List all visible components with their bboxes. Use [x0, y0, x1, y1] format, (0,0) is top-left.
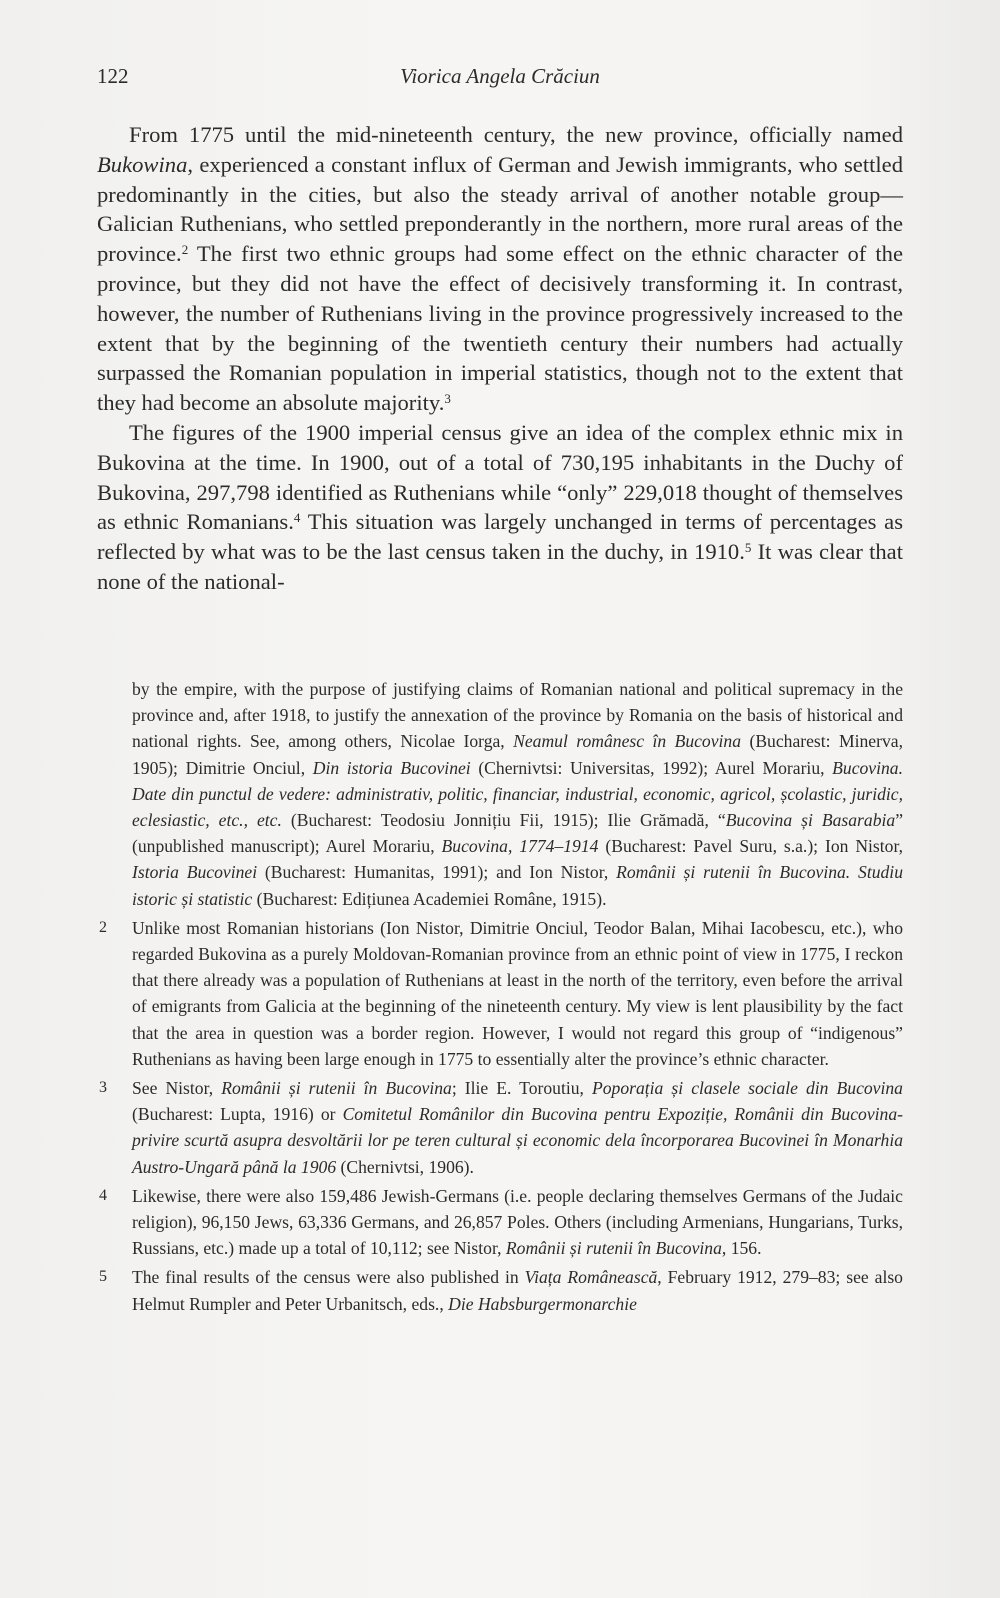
footnote-ref-4[interactable]: 4 [293, 510, 301, 526]
footnote-ref-5[interactable]: 5 [744, 540, 752, 556]
footnote-2: 2 Unlike most Romanian historians (Ion Nistor, Dimitrie Onciul, Teodor Balan, Mihai Iacobescu, etc.), who regarded Bukovina as a purely Moldovan-Romanian province from an ethnic point of view in 1775, I reckon that there already was a population of Ruthenians at least in the north of the territory, even before the arrival of emigrants from Galicia at the beginning of the nineteenth century. My view is lent plausibility by the fact that the area in question was a border region. However, I would not regard this group of “indigenous” Ruthenians as having been large enough in 1775 to essentially alter the province’s ethnic character. [97, 915, 903, 1072]
footnote-4: 4 Likewise, there were also 159,486 Jewish-Germans (i.e. people declaring themselves Germans of the Judaic religion), 96,150 Jews, 63,336 Germans, and 26,857 Poles. Others (including Armenians, Hungarians, Turks, Russians, etc.) made up a total of 10,112; see Nistor, Românii și rutenii în Bucovina, 156. [97, 1183, 903, 1262]
footnote-ref-3[interactable]: 3 [444, 391, 451, 407]
footnotes [97, 676, 903, 1320]
main-text [97, 120, 903, 597]
page-number: 122 [97, 64, 129, 88]
footnote-5: 5 The final results of the census were also published in Viața Românească, February 1912, 279–83; see also Helmut Rumpler and Peter Urbanitsch, eds., Die Habsburgermonarchie [97, 1264, 903, 1316]
footnote-1-continuation: by the empire, with the purpose of justifying claims of Romanian national and political supremacy in the province and, after 1918, to justify the annexation of the province by Romania on the basis of historical and national rights. See, among others, Nicolae Iorga, Neamul românesc în Bucovina (Bucharest: Minerva, 1905); Dimitrie Onciul, Din istoria Bucovinei (Chernivtsi: Universitas, 1992); Aurel Morariu, Bucovina. Date din punctul de vedere: administrativ, politic, financiar, industrial, economic, agricol, școlastic, juridic, eclesiastic, etc., etc. (Bucharest: Teodosiu Jonnițiu Fii, 1915); Ilie Grămadă, “Bucovina și Basarabia” (unpublished manuscript); Aurel Morariu, Bucovina, 1774–1914 (Bucharest: Pavel Suru, s.a.); Ion Nistor, Istoria Bucovinei (Bucharest: Humanitas, 1991); and Ion Nistor, Românii și rutenii în Bucovina. Studiu istoric și statistic (Bucharest: Edițiunea Academiei Române, 1915). [132, 679, 903, 909]
footnote-3: 3 See Nistor, Românii și rutenii în Bucovina; Ilie E. Toroutiu, Poporația și clasele sociale din Bucovina (Bucharest: Lupta, 1916) or Comitetul Românilor din Bucovina pentru Expoziție, Românii din Bucovina-privire scurtă asupra desvoltării lor pe teren cultural și economic dela încorporarea Bucovinei în Monarhia Austro-Ungară până la 1906 (Chernivtsi, 1906). [97, 1075, 903, 1180]
running-head: Viorica Angela Crăciun [400, 64, 600, 88]
footnote-ref-2[interactable]: 2 [181, 242, 189, 258]
page-header [97, 64, 903, 94]
paragraph-2: The figures of the 1900 imperial census give an idea of the complex ethnic mix in Bukovina at the time. In 1900, out of a total of 730,195 inhabitants in the Duchy of Bukovina, 297,798 identified as Ruthenians while “only” 229,018 thought of themselves as ethnic Romanians.$^4$ This situation was largely unchanged in terms of percentages as reflected by what was to be the last census taken in the duchy, in 1910.$^5$ It was clear that none of the national- [97, 419, 903, 594]
footnote-number: 3 [99, 1079, 107, 1097]
footnote-number: 5 [99, 1268, 107, 1286]
footnote-number: 2 [99, 918, 107, 936]
paragraph-1: From 1775 until the mid-nineteenth century, the new province, officially named Bukowina, experienced a constant influx of German and Jewish immigrants, who settled predominantly in the cities, but also the steady arrival of another notable group—Galician Ruthenians, who settled preponderantly in the northern, more rural areas of the province.$^2$ The first two ethnic groups had some effect on the ethnic character of the province, but they did not have the effect of decisively transforming it. In contrast, however, the number of Ruthenians living in the province progressively increased to the extent that by the beginning of the twentieth century their numbers had actually surpassed the Romanian population in imperial statistics, though not to the extent that they had become an absolute majority.$^3$ [97, 122, 903, 416]
footnote-number: 4 [99, 1186, 107, 1204]
